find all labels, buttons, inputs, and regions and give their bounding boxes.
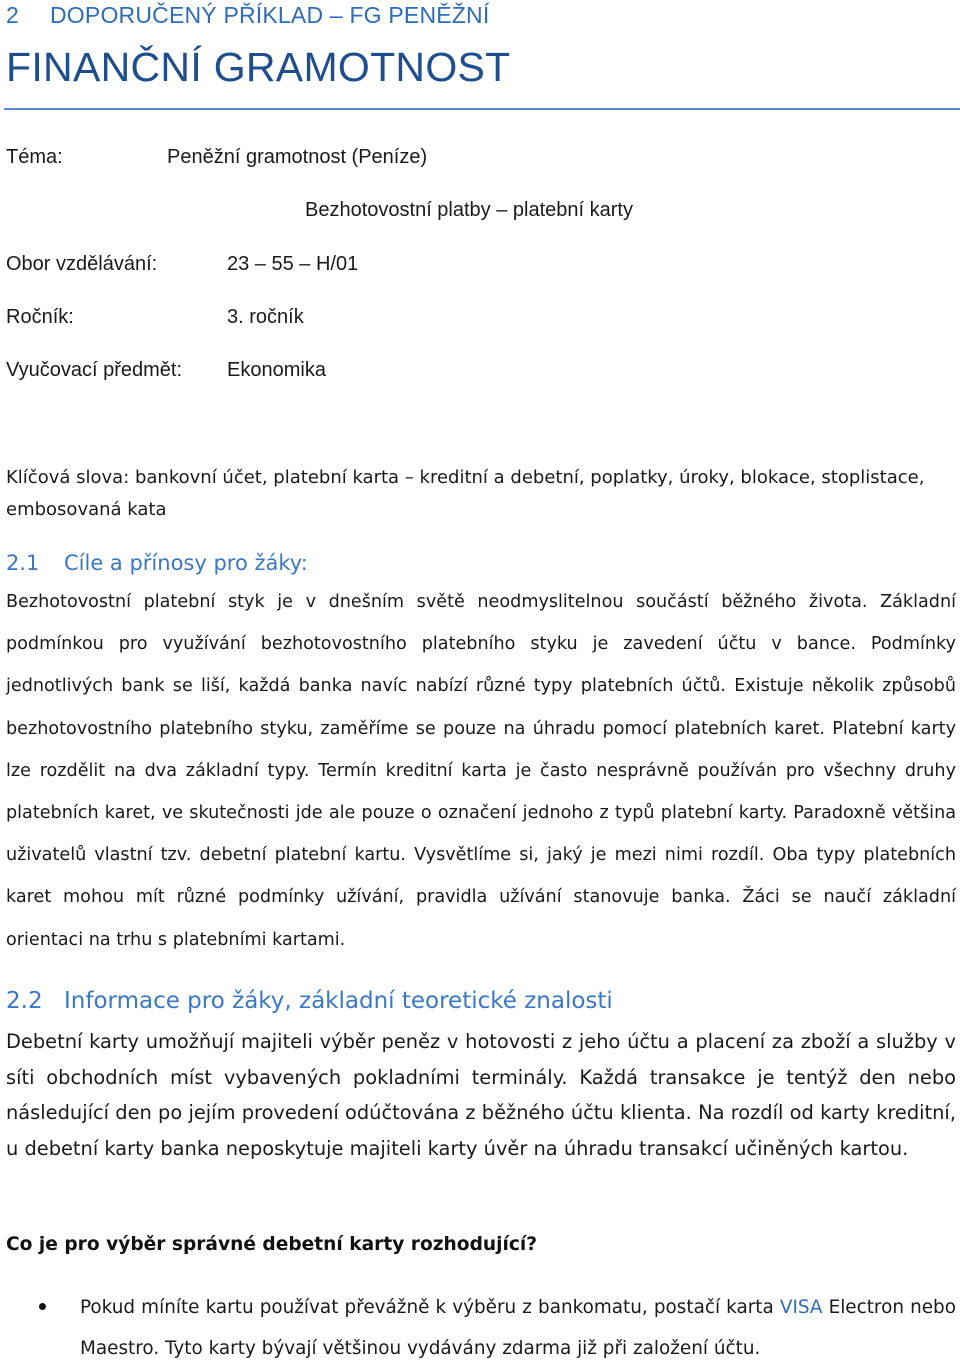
info-value-tema-sub: Bezhotovostní platby – platební karty	[305, 199, 633, 221]
section-number: 2.2	[6, 988, 43, 1014]
section-heading-text: Cíle a přínosy pro žáky:	[64, 551, 308, 575]
question-heading: Co je pro výběr správné debetní karty rozhodující?	[6, 1234, 538, 1255]
bullet-text-start: Pokud míníte kartu používat převážně k výběru z bankomatu, postačí karta	[80, 1297, 780, 1318]
bullet-text-end: Electron nebo Maestro. Tyto karty bývají většinou vydávány zdarma již při založení účtu.	[80, 1297, 956, 1359]
brand-visa: VISA	[779, 1297, 823, 1318]
section-heading-information	[6, 988, 613, 1014]
info-value-rocnik: 3. ročník	[227, 306, 304, 328]
bullet-icon	[39, 1303, 46, 1310]
info-label-tema: Téma:	[6, 146, 63, 168]
chapter-number: 2	[6, 2, 19, 28]
section-number: 2.1	[6, 551, 40, 575]
chapter-heading	[6, 2, 489, 29]
info-label-obor: Obor vzdělávání:	[6, 253, 158, 275]
chapter-heading-text: DOPORUČENÝ PŘÍKLAD – FG PENĚŽNÍ	[50, 2, 490, 28]
info-label-predmet: Vyučovací předmět:	[6, 359, 183, 381]
info-value-obor: 23 – 55 – H/01	[227, 253, 359, 275]
keywords-paragraph: Klíčová slova: bankovní účet, platební karta – kreditní a debetní, poplatky, úroky, blokace, stoplistace, embosovaná kata	[6, 467, 925, 520]
section-heading-goals	[6, 551, 308, 575]
document-title: FINANČNÍ GRAMOTNOST	[6, 44, 511, 90]
info-value-predmet: Ekonomika	[227, 359, 326, 381]
info-value-tema: Peněžní gramotnost (Peníze)	[167, 146, 428, 168]
info-label-rocnik: Ročník:	[6, 306, 74, 328]
section-heading-text: Informace pro žáky, základní teoretické znalosti	[64, 988, 613, 1014]
bullet-text	[80, 1287, 956, 1369]
title-underline	[4, 108, 960, 110]
section-body-goals: Bezhotovostní platební styk je v dnešním světě neodmyslitelnou součástí běžného života. Základní podmínkou pro využívání bezhotovostního platebního styku je zavedení účtu v bance. Podmínky jednotlivých bank se liší, každá banka navíc nabízí různé typy platebních účtů. Existuje několik způsobů bezhotovostního platebního styku, zaměříme se pouze na úhradu pomocí platebních karet. Platební karty lze rozdělit na dva základní typy. Termín kreditní karta je často nesprávně používán pro všechny druhy platebních karet, ve skutečnosti jde ale pouze o označení jednoho z typů platební karty. Paradoxně většina uživatelů vlastní tzv. debetní platební kartu. Vysvětlíme si, jaký je mezi nimi rozdíl. Oba typy platebních karet mohou mít různé podmínky užívání, pravidla užívání stanovuje banka. Žáci se naučí základní orientaci na trhu s platebními kartami.	[6, 592, 956, 950]
section-body-information: Debetní karty umožňují majiteli výběr peněz v hotovosti z jeho účtu a placení za zboží a služby v síti obchodních míst vybavených pokladními terminály. Každá transakce je tentýž den nebo následující den po jejím provedení odúčtována z běžného účtu klienta. Na rozdíl od karty kreditní, u debetní karty banka neposkytuje majiteli karty úvěr na úhradu transakcí učiněných kartou.	[6, 1030, 956, 1160]
